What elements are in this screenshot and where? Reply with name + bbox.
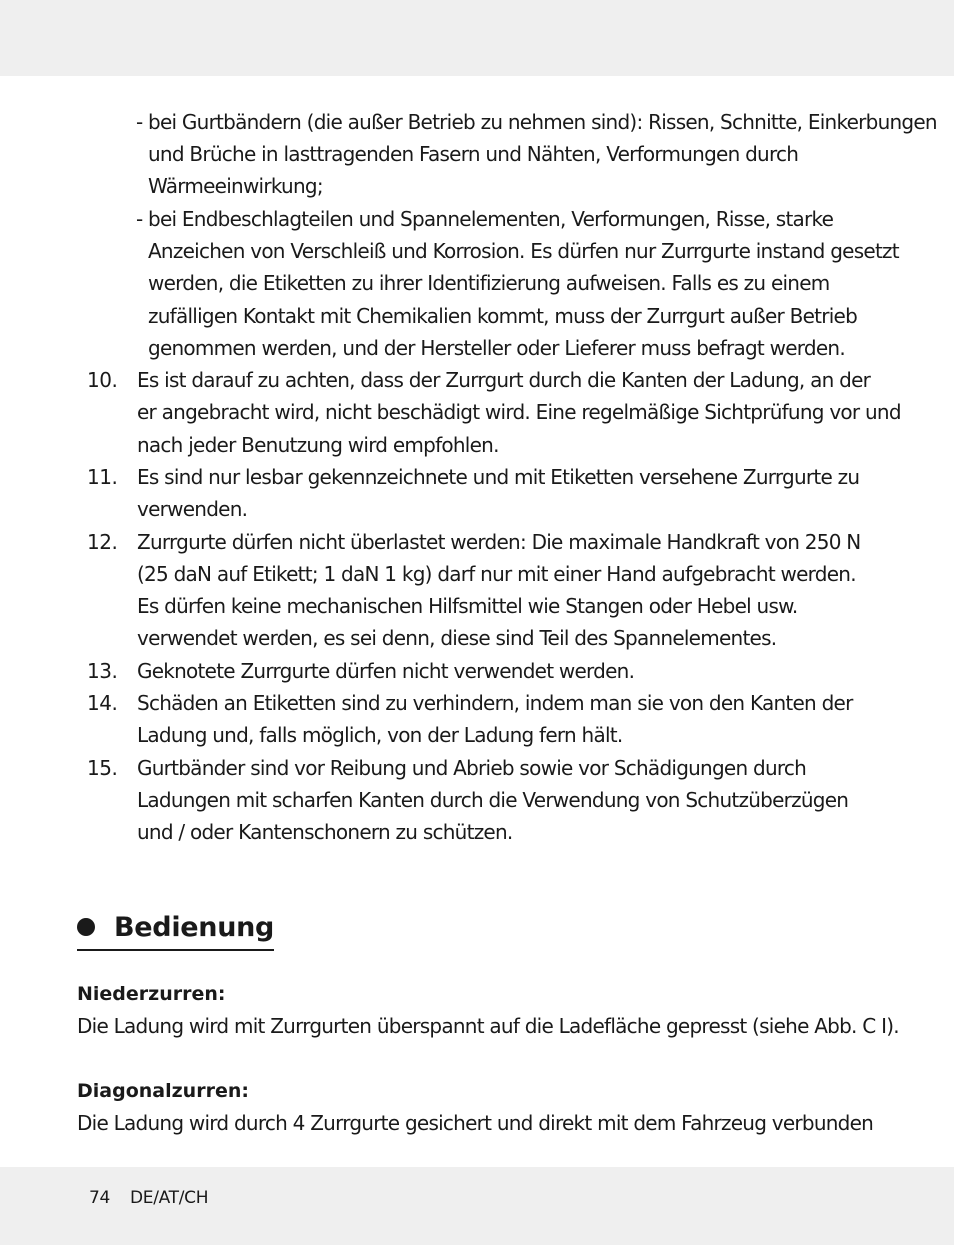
bullet-line: genommen werden, und der Hersteller oder Lieferer muss befragt werden. — [148, 336, 845, 360]
item-line: (25 daN auf Etikett; 1 daN 1 kg) darf nur mit einer Hand aufgebracht werden. — [137, 562, 856, 586]
item-line: Ladungen mit scharfen Kanten durch die Verwendung von Schutzüberzügen — [137, 788, 849, 812]
item-line: nach jeder Benutzung wird empfohlen. — [137, 433, 499, 457]
item-line: Es dürfen keine mechanischen Hilfsmittel wie Stangen oder Hebel usw. — [137, 594, 798, 618]
item-line: verwenden. — [137, 497, 248, 521]
item-line: Gurtbänder sind vor Reibung und Abrieb sowie vor Schädigungen durch — [137, 756, 807, 780]
item-number: 12. — [87, 530, 118, 554]
item-number: 14. — [87, 691, 118, 715]
subheading-niederzurren: Niederzurren: — [77, 983, 226, 1005]
item-line: Geknotete Zurrgurte dürfen nicht verwendet werden. — [137, 659, 635, 683]
item-line: Schäden an Etiketten sind zu verhindern, indem man sie von den Kanten der — [137, 691, 853, 715]
bullet-line: zufälligen Kontakt mit Chemikalien kommt, muss der Zurrgurt außer Betrieb — [148, 304, 858, 328]
item-number: 13. — [87, 659, 118, 683]
item-line: verwendet werden, es sei denn, diese sind Teil des Spannelementes. — [137, 626, 777, 650]
bullet-line: und Brüche in lasttragenden Fasern und Nähten, Verformungen durch — [148, 142, 799, 166]
paragraph-diagonalzurren: Die Ladung wird durch 4 Zurrgurte gesichert und direkt mit dem Fahrzeug verbunden — [77, 1111, 874, 1135]
paragraph-niederzurren: Die Ladung wird mit Zurrgurten überspannt auf die Ladefläche gepresst (siehe Abb. C I). — [77, 1014, 899, 1038]
item-line: er angebracht wird, nicht beschädigt wird. Eine regelmäßige Sichtprüfung vor und — [137, 400, 901, 424]
bullet-dash: - — [136, 207, 143, 231]
item-line: Es sind nur lesbar gekennzeichnete und mit Etiketten versehene Zurrgurte zu — [137, 465, 860, 489]
item-number: 11. — [87, 465, 118, 489]
locale-label: DE/AT/CH — [130, 1188, 209, 1208]
bullet-dash: - — [136, 110, 143, 134]
item-line: und / oder Kantenschonern zu schützen. — [137, 820, 513, 844]
bullet-line: bei Endbeschlagteilen und Spannelementen, Verformungen, Risse, starke — [148, 207, 834, 231]
page-number: 74 — [89, 1188, 111, 1208]
item-number: 15. — [87, 756, 118, 780]
item-line: Ladung und, falls möglich, von der Ladung fern hält. — [137, 723, 623, 747]
item-line: Es ist darauf zu achten, dass der Zurrgurt durch die Kanten der Ladung, an der — [137, 368, 871, 392]
bullet-line: werden, die Etiketten zu ihrer Identifizierung aufweisen. Falls es zu einem — [148, 271, 830, 295]
section-title: Bedienung — [114, 911, 275, 943]
subheading-diagonalzurren: Diagonalzurren: — [77, 1080, 249, 1102]
bullet-line: Anzeichen von Verschleiß und Korrosion. Es dürfen nur Zurrgurte instand gesetzt — [148, 239, 899, 263]
section-heading — [77, 907, 274, 951]
item-line: Zurrgurte dürfen nicht überlastet werden: Die maximale Handkraft von 250 N — [137, 530, 861, 554]
bullet-line: Wärmeeinwirkung; — [148, 174, 323, 198]
bullet-dot-icon — [77, 918, 95, 936]
item-number: 10. — [87, 368, 118, 392]
bullet-line: bei Gurtbändern (die außer Betrieb zu nehmen sind): Rissen, Schnitte, Einkerbungen — [148, 110, 937, 134]
